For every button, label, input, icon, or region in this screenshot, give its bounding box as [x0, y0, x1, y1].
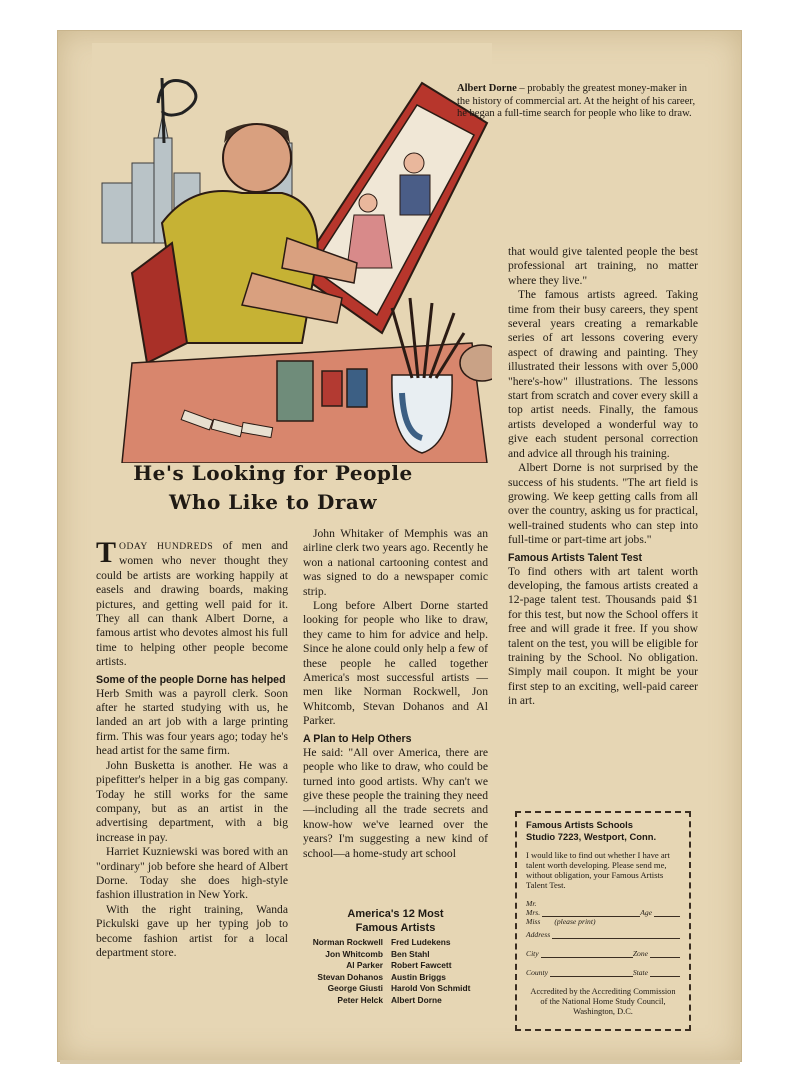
field-label: County: [526, 968, 548, 977]
field-line: [550, 968, 633, 977]
article-column-3: [508, 245, 698, 709]
col1-paragraph-1-text: of men and women who never thought they could be artists are working happily at easels and drawing boards, making pictures, and getting well paid for it. They all can thank Albert Dorne, a famous artist who devotes almost his full time to helping other people become artists.: [96, 539, 288, 669]
col3-paragraph-2: The famous artists agreed. Taking time from their busy careers, they spent several years creating a remarkable series of art lessons covering every aspect of drawing and painting. They illustrated their lessons with over 5,000 "here's-how" illustrations. The lessons start from scratch and cover every skill a top artist needs. Finally, the famous artists developed a wonderful way to give each student personal correction and advice all through his training.: [508, 288, 698, 460]
coupon-field-mr[interactable]: [526, 899, 680, 908]
caption-name: Albert Dorne: [457, 83, 517, 94]
artist-name: Fred Ludekens: [391, 937, 451, 947]
artist-name: George Giusti: [327, 983, 383, 994]
subheading-helped: Some of the people Dorne has helped: [96, 673, 286, 686]
field-label: Mrs.: [526, 908, 541, 917]
col2-paragraph-1: John Whitaker of Memphis was an airline clerk two years ago. Recently he won a national cartooning contest and was signed to do a newspaper comic strip.: [303, 527, 488, 598]
field-label: Age: [640, 908, 652, 917]
famous-artists-title-line-1: America's 12 Most: [347, 908, 444, 920]
famous-artists-list: [291, 937, 501, 1007]
artist-name: Norman Rockwell: [312, 937, 383, 947]
list-item: [291, 960, 501, 972]
artist-name: Jon Whitcomb: [325, 948, 383, 959]
artist-name: Robert Fawcett: [391, 960, 452, 971]
list-item: [291, 972, 501, 984]
page-edge: [60, 1060, 740, 1064]
col1-paragraph-5: With the right training, Wanda Pickulski gave up her typing job to become fashion artist for a local department store.: [96, 902, 288, 959]
field-line: [654, 908, 680, 917]
field-label: Address: [526, 930, 551, 939]
field-label: City: [526, 949, 539, 958]
artist-name: Stevan Dohanos: [317, 971, 383, 982]
headline-line-1: He's Looking for People: [133, 461, 413, 485]
article-column-2: [303, 527, 488, 861]
mail-coupon[interactable]: [515, 811, 691, 1031]
coupon-title: Famous Artists Schools: [526, 819, 633, 830]
accreditation-note: Accredited by the Accrediting Commission of the National Home Study Council, Washington, D.C.: [530, 987, 676, 1016]
field-line: [541, 949, 633, 958]
headline-line-2: Who Like to Draw: [168, 490, 378, 514]
artist-name: Albert Dorne: [391, 994, 442, 1005]
col1-paragraph-3: John Busketta is another. He was a pipefitter's helper in a big gas company. Today he still works for the same company, but as an artist in the advertising department, with a big increase in pay.: [96, 758, 288, 844]
field-line: [552, 930, 680, 939]
caption-text: – probably the greatest money-maker in the history of commercial art. At the height of his career, he began a full-time search for people who like to draw.: [457, 83, 696, 119]
field-line: [542, 908, 640, 917]
magazine-page: [57, 30, 742, 1062]
artist-name: Peter Helck: [337, 994, 383, 1005]
coupon-field-miss[interactable]: [526, 917, 680, 926]
col1-paragraph-1: [96, 536, 288, 670]
artist-at-easel-illustration: [92, 43, 492, 463]
famous-artists-box-title: [303, 907, 488, 935]
col1-paragraph-2: Herb Smith was a payroll clerk. Soon after he started studying with us, he landed an art job with a large printing firm. This was four years ago; today he's head artist for the same firm.: [96, 686, 288, 758]
artist-name: Harold Von Schmidt: [391, 983, 471, 994]
subheading-talent-test: Famous Artists Talent Test: [508, 551, 643, 564]
field-hint: (please print): [554, 917, 596, 926]
coupon-field-mrs[interactable]: [526, 908, 680, 917]
subheading-plan: A Plan to Help Others: [303, 732, 412, 745]
coupon-field-city[interactable]: [526, 949, 680, 958]
artist-name: Ben Stahl: [391, 948, 430, 959]
field-line: [650, 949, 680, 958]
small-caps-lead: ODAY HUNDREDS: [119, 541, 214, 552]
col1-paragraph-4: Harriet Kuzniewski was bored with an "ordinary" job before she heard of Albert Dorne. Today she does high-style fashion illustration in New York.: [96, 845, 288, 902]
field-label: Mr.: [526, 899, 537, 908]
list-item: [291, 983, 501, 995]
illustration-caption: [457, 83, 697, 121]
field-label: Zone: [632, 949, 648, 958]
col3-paragraph-4: To find others with art talent worth developing, the famous artists created a 12-page talent test. Thousands paid $1 for this test, but now the School offers it free and will grade it free. If you show talent on the test, you will be eligible for training by the School. No obligation. Simply mail coupon. It might be your first step to an exciting, well-paid career in art.: [508, 564, 698, 708]
col3-paragraph-1: that would give talented people the best professional art training, no matter where they live.": [508, 245, 698, 287]
field-line: [650, 968, 680, 977]
field-label: State: [632, 968, 648, 977]
coupon-body: I would like to find out whether I have art talent worth developing. Please send me, without obligation, your Famous Artists Talent Test.: [526, 850, 670, 890]
field-label: Miss: [526, 917, 541, 926]
list-item: [291, 995, 501, 1007]
artist-name: Al Parker: [346, 960, 383, 971]
list-item: [291, 937, 501, 949]
drop-cap: T: [96, 536, 117, 569]
coupon-address-line: Studio 7223, Westport, Conn.: [526, 831, 657, 842]
col2-paragraph-2: Long before Albert Dorne started looking for people who like to draw, they came to him for advice and help. Since he alone could only help a few of these people he called together America's most successful artists —men like Norman Rockwell, Jon Whitcomb, Stevan Dohanos and Al Parker.: [303, 599, 488, 728]
page-headline: [118, 459, 428, 517]
col3-paragraph-3: Albert Dorne is not surprised by the success of his students. "The art field is growing. We keep getting calls from all over the country, asking us for practical, well-trained students who can step into full-time or part-time art jobs.": [508, 461, 698, 547]
coupon-field-address[interactable]: [526, 930, 680, 939]
famous-artists-title-line-2: Famous Artists: [355, 922, 436, 934]
coupon-field-county[interactable]: [526, 968, 680, 977]
col2-paragraph-3: He said: "All over America, there are people who like to draw, who could be turned into good artists. Why can't we give these people the training they need—including all the trade secrets and know-how we've learned over the years? I'm suggesting a new kind of school—a home-study art school: [303, 745, 488, 860]
list-item: [291, 949, 501, 961]
article-column-1: [96, 536, 288, 960]
artist-name: Austin Briggs: [391, 971, 446, 982]
